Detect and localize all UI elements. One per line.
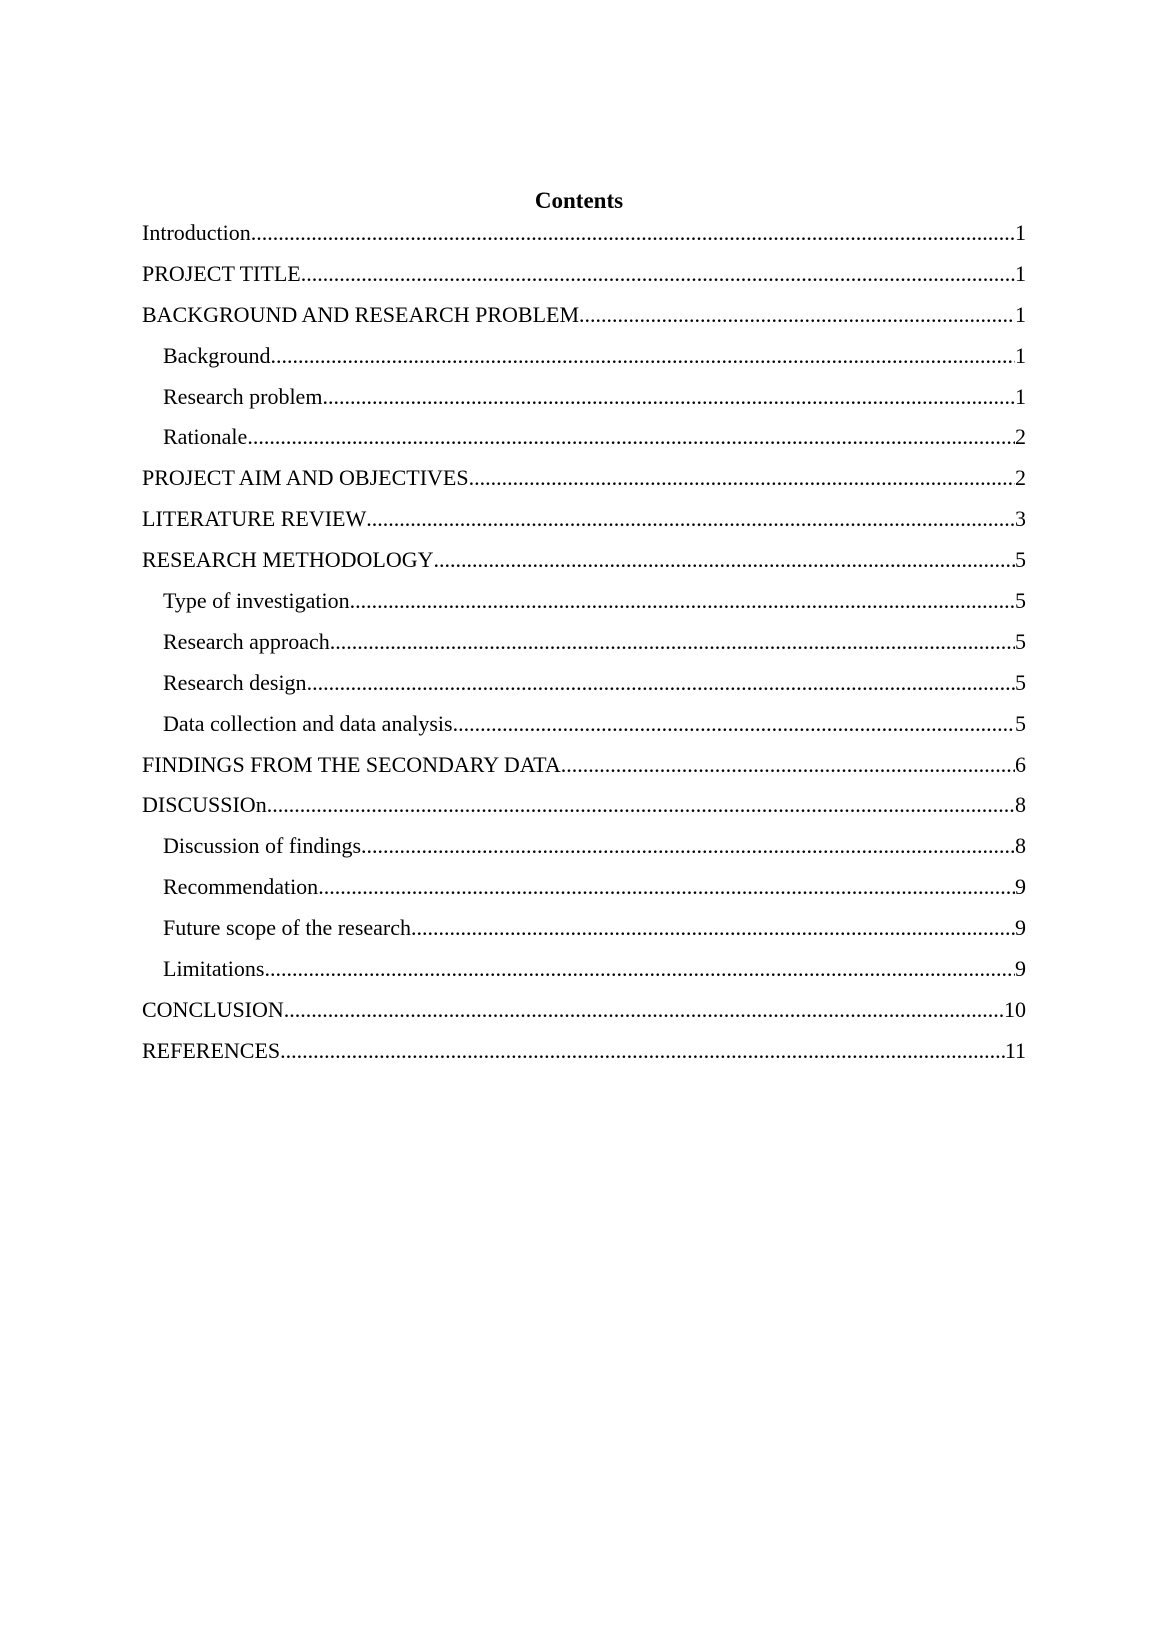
toc-entry-label: DISCUSSIOn (142, 792, 267, 818)
toc-leader-dots (264, 954, 1015, 984)
toc-entry-page: 8 (1015, 792, 1026, 818)
toc-entry-page: 1 (1015, 342, 1026, 368)
toc-entry-label: FINDINGS FROM THE SECONDARY DATA (142, 751, 561, 777)
toc-entry-page: 1 (1015, 301, 1026, 327)
toc-entry-page: 8 (1015, 833, 1026, 859)
toc-entry-label: CONCLUSION (142, 996, 284, 1022)
toc-leader-dots (307, 668, 1015, 698)
toc-entry-findings-from-the-secondary-data[interactable] (142, 750, 1026, 791)
toc-entry-page: 9 (1015, 874, 1026, 900)
toc-entry-label: Research problem (163, 383, 323, 409)
toc-leader-dots (247, 422, 1015, 452)
toc-entry-recommendation[interactable] (142, 872, 1026, 913)
toc-entry-discussion-of-findings[interactable] (142, 831, 1026, 872)
toc-entry-label: LITERATURE REVIEW (142, 506, 367, 532)
toc-entry-label: Discussion of findings (163, 833, 361, 859)
toc-entry-limitations[interactable] (142, 954, 1026, 995)
toc-entry-conclusion[interactable] (142, 995, 1026, 1036)
toc-entry-page: 9 (1015, 915, 1026, 941)
toc-entry-label: Type of investigation (163, 588, 350, 614)
toc-leader-dots (330, 627, 1015, 657)
toc-entry-page: 6 (1015, 751, 1026, 777)
toc-leader-dots (301, 259, 1015, 289)
toc-entry-page: 5 (1015, 710, 1026, 736)
toc-entry-references[interactable] (142, 1036, 1026, 1077)
toc-entry-research-design[interactable] (142, 668, 1026, 709)
toc-leader-dots (469, 463, 1015, 493)
toc-entry-label: Rationale (163, 424, 248, 450)
table-of-contents (142, 218, 1026, 1077)
toc-title: Contents (534, 188, 624, 213)
toc-leader-dots (561, 750, 1015, 780)
toc-entry-page: 2 (1015, 465, 1026, 491)
toc-entry-label: Future scope of the research (163, 915, 412, 941)
toc-entry-label: Research design (163, 669, 307, 695)
toc-entry-label: PROJECT TITLE (142, 260, 301, 286)
toc-entry-project-title[interactable] (142, 259, 1026, 300)
toc-entry-future-scope-of-the-research[interactable] (142, 913, 1026, 954)
toc-entry-page: 5 (1015, 669, 1026, 695)
toc-entry-literature-review[interactable] (142, 504, 1026, 545)
toc-entry-label: Data collection and data analysis (163, 710, 453, 736)
toc-entry-background[interactable] (142, 341, 1026, 382)
toc-entry-label: Recommendation (163, 874, 319, 900)
toc-entry-research-problem[interactable] (142, 382, 1026, 423)
toc-entry-background-and-research-problem[interactable] (142, 300, 1026, 341)
toc-entry-rationale[interactable] (142, 422, 1026, 463)
toc-entry-label: RESEARCH METHODOLOGY (142, 547, 434, 573)
toc-entry-page: 1 (1015, 220, 1026, 245)
toc-entry-page: 1 (1015, 260, 1026, 286)
toc-leader-dots (350, 586, 1015, 616)
toc-entry-page: 3 (1015, 506, 1026, 532)
toc-entry-page: 2 (1015, 424, 1026, 450)
toc-entry-label: REFERENCES (142, 1037, 281, 1063)
toc-leader-dots (280, 1036, 1005, 1066)
toc-entry-type-of-investigation[interactable] (142, 586, 1026, 627)
toc-leader-dots (322, 382, 1015, 412)
toc-entry-page: 5 (1015, 588, 1026, 614)
toc-leader-dots (366, 504, 1015, 534)
toc-entry-research-approach[interactable] (142, 627, 1026, 668)
toc-entry-page: 5 (1015, 547, 1026, 573)
toc-entry-label: BACKGROUND AND RESEARCH PROBLEM (142, 301, 580, 327)
toc-leader-dots (318, 872, 1015, 902)
toc-entry-label: Introduction (142, 220, 251, 245)
toc-entry-project-aim-and-objectives[interactable] (142, 463, 1026, 504)
toc-leader-dots (453, 709, 1015, 739)
toc-leader-dots (251, 218, 1015, 248)
toc-entry-page: 11 (1004, 1037, 1026, 1063)
toc-entry-label: Background (163, 342, 271, 368)
toc-leader-dots (271, 341, 1015, 371)
toc-entry-label: Limitations (163, 956, 265, 982)
toc-leader-dots (411, 913, 1015, 943)
toc-entry-page: 10 (1004, 996, 1026, 1022)
toc-entry-page: 5 (1015, 628, 1026, 654)
toc-leader-dots (579, 300, 1015, 330)
toc-entry-discussion[interactable] (142, 790, 1026, 831)
toc-entry-page: 9 (1015, 956, 1026, 982)
toc-entry-label: Research approach (163, 628, 330, 654)
toc-entry-research-methodology[interactable] (142, 545, 1026, 586)
toc-entry-introduction[interactable] (142, 218, 1026, 259)
toc-entry-page: 1 (1015, 383, 1026, 409)
toc-leader-dots (284, 995, 1004, 1025)
toc-leader-dots (434, 545, 1016, 575)
toc-entry-label: PROJECT AIM AND OBJECTIVES (142, 465, 469, 491)
toc-leader-dots (361, 831, 1015, 861)
toc-leader-dots (267, 790, 1015, 820)
toc-entry-data-collection-and-data-analysis[interactable] (142, 709, 1026, 750)
